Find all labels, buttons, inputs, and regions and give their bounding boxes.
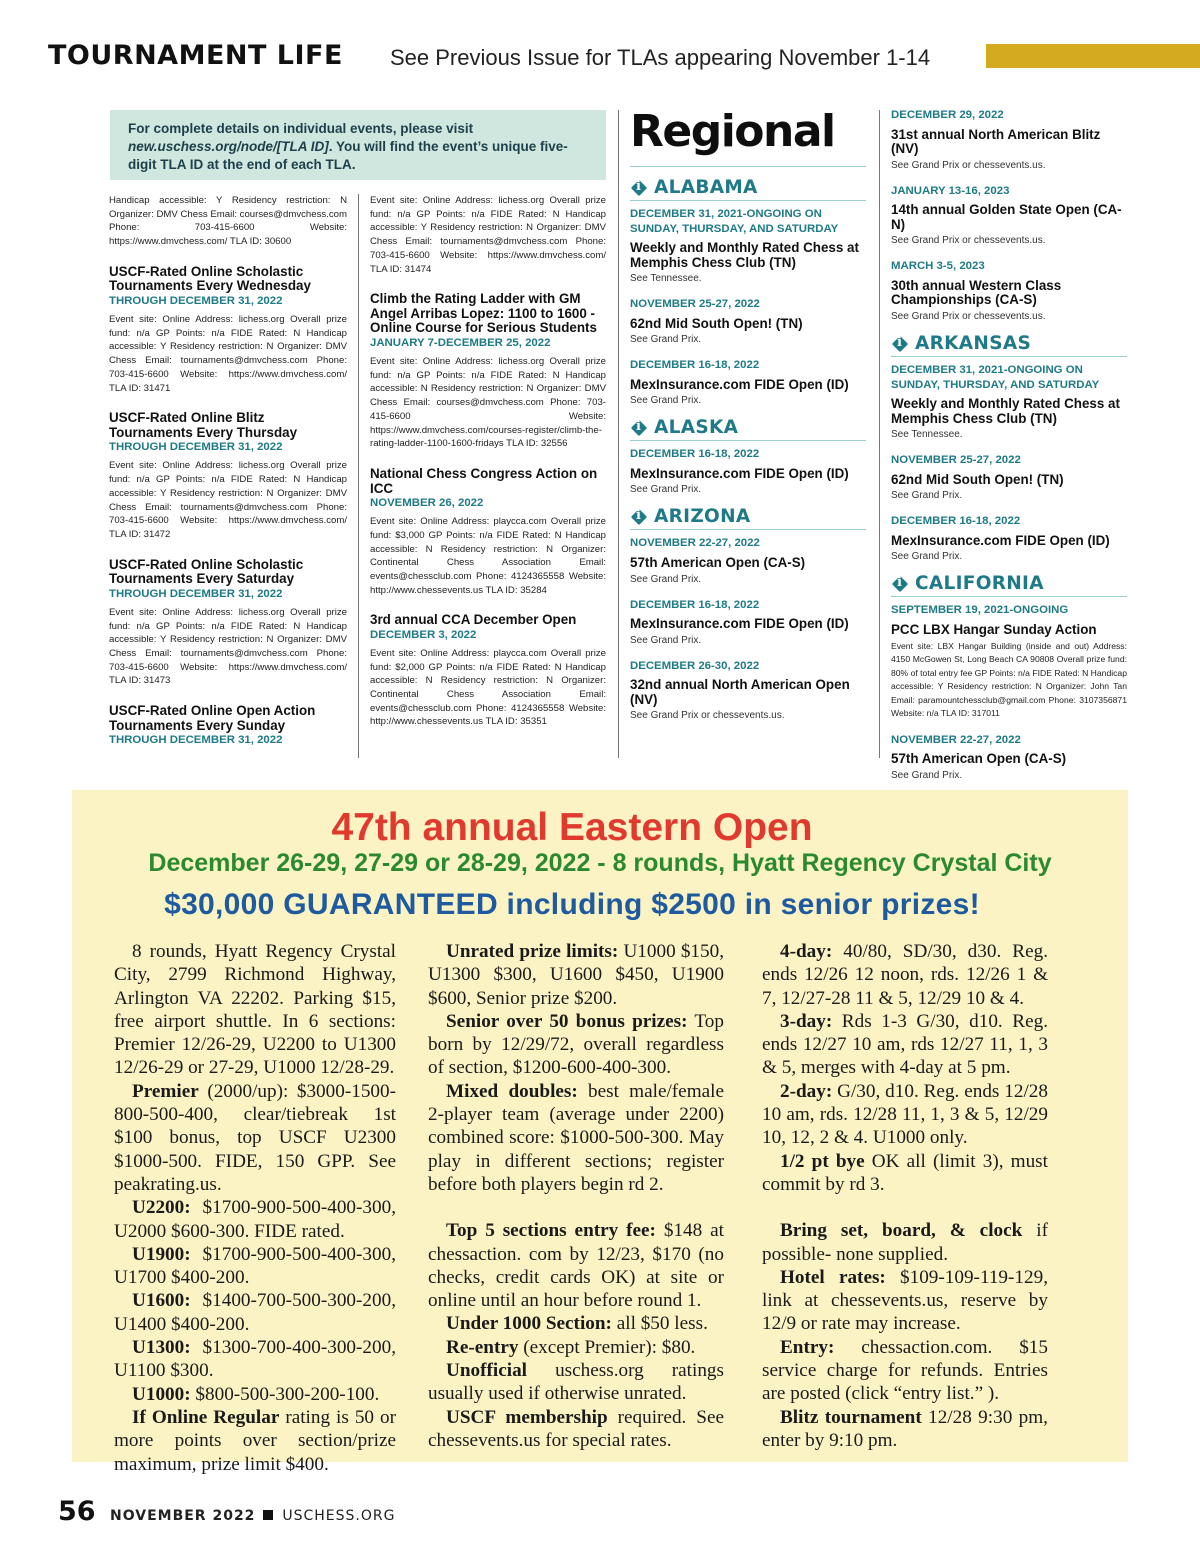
event-date: MARCH 3-5, 2023: [891, 260, 985, 273]
event-date: THROUGH DECEMBER 31, 2022: [109, 295, 283, 307]
state-heading: [630, 506, 866, 530]
ad-column-2: [428, 940, 724, 1452]
section-subtitle: See Previous Issue for TLAs appearing November 1-14: [390, 45, 931, 70]
ad-paragraph-text: Rds 1-3 G/30, d10. Reg. ends 12/27 10 am, rds 12/27 11, 1, 3 & 5, merges with 4-day at 5 pm.: [762, 1010, 1048, 1079]
event-date: DECEMBER 16-18, 2022: [630, 359, 760, 372]
info-text-post: . You will find the event’s unique five-digit TLA ID at the end of each TLA.: [128, 139, 568, 172]
ad-paragraph: [428, 1312, 724, 1335]
tla-details: Event site: Online Address: lichess.org Overall prize fund: n/a GP Points: n/a FIDE Rated: N Handicap accessible: Y Residency restriction: N Organizer: DMV Chess Email: tournaments@dmvchess.com Phone: 703-415-6600 Website: https://www.dmvchess.com/ TLA ID: 31474: [370, 195, 606, 275]
info-diamond-icon: [630, 179, 648, 197]
see-reference: See Grand Prix.: [630, 395, 702, 407]
state-heading: [630, 417, 866, 441]
ad-paragraph: [114, 1383, 396, 1406]
ad-column-1: [114, 940, 396, 1476]
ad-paragraph-text: $800-500-300-200-100.: [190, 1383, 380, 1405]
ad-paragraph: [114, 1080, 396, 1196]
see-reference: See Grand Prix or chessevents.us.: [891, 235, 1046, 247]
event-date: DECEMBER 31, 2021-ONGOING ON SUNDAY, THURSDAY, AND SATURDAY: [891, 364, 1100, 391]
ad-paragraph-lead: Under 1000 Section:: [446, 1313, 612, 1335]
ad-paragraph-text: $1700-900-500-400-300, U1700 $400-200.: [114, 1243, 396, 1289]
ad-paragraph-lead: Bring set, board, & clock: [780, 1220, 1023, 1242]
event-title: National Chess Congress Action on ICC: [370, 465, 598, 496]
event-date: NOVEMBER 22-27, 2022: [891, 733, 1021, 746]
event-title: MexInsurance.com FIDE Open (ID): [891, 532, 1110, 548]
ad-paragraph-text: $1400-700-500-300-200, U1400 $400-200.: [114, 1290, 396, 1335]
footer-text: [110, 1508, 395, 1524]
ad-paragraph-text: 12/28 9:30 pm, enter by 9:10 pm.: [762, 1406, 1048, 1451]
event-date: NOVEMBER 26, 2022: [370, 497, 484, 510]
ad-paragraph-text: (except Premier): $80.: [518, 1336, 696, 1358]
event-title: USCF-Rated Online Open Action Tournaments Every Sunday: [109, 703, 316, 733]
tla-event: [370, 292, 606, 451]
tla-event: [370, 467, 606, 597]
footer-issue: NOVEMBER 2022: [110, 1508, 256, 1524]
column-divider: [618, 110, 619, 758]
ad-paragraph: [428, 1406, 724, 1453]
ad-paragraph-lead: Top 5 sections entry fee:: [446, 1220, 656, 1242]
event-date: DECEMBER 29, 2022: [891, 109, 1004, 121]
ad-paragraph: [428, 1359, 724, 1406]
event-date: DECEMBER 31, 2021-ONGOING ON SUNDAY, THURSDAY, AND SATURDAY: [630, 208, 839, 235]
tla-column-1: [109, 194, 347, 752]
ad-guarantee: $30,000 GUARANTEED including $2500 in senior prizes!: [164, 888, 980, 921]
ad-paragraph: [762, 1219, 1048, 1266]
tla-event: [109, 411, 347, 541]
info-link[interactable]: new.uschess.org/node/[TLA ID]: [128, 139, 329, 154]
ad-paragraph: [762, 1336, 1048, 1406]
event-date: SEPTEMBER 19, 2021-ONGOING: [891, 604, 1069, 617]
ad-paragraph-lead: If Online Regular: [132, 1406, 280, 1428]
event-title: 57th American Open (CA-S): [891, 751, 1067, 767]
tla-details: Event site: Online Address: playcca.com Overall prize fund: $3,000 GP Points: n/a FIDE Rated: N Handicap accessible: N Residency restriction: N Organizer: Continental Chess Association Email: events@chessclub.com Phone: 4124365558 Website: http://www.chessevents.us TLA ID: 35284: [370, 516, 606, 596]
ad-paragraph: [114, 940, 396, 1080]
event-title: 57th American Open (CA-S): [630, 554, 806, 570]
state-name: CALIFORNIA: [915, 573, 1044, 595]
ad-paragraph: [762, 1406, 1048, 1453]
ad-paragraph-text: all $50 less.: [611, 1313, 708, 1335]
square-bullet-icon: [263, 1510, 273, 1520]
ad-paragraph-text: OK all (limit 3), must commit by rd 3.: [762, 1150, 1048, 1195]
tla-details: Event site: Online Address: lichess.org Overall prize fund: n/a GP Points: n/a FIDE Rated: N Handicap accessible: Y Residency restriction: N Organizer: DMV Chess Email: tournaments@dmvchess.com Phone: 703-415-6600 Website: https://www.dmvchess.com/ TLA ID: 31471: [109, 314, 347, 394]
event-title: Weekly and Monthly Rated Chess at Memphis Chess Club (TN): [891, 396, 1120, 426]
ad-paragraph: [428, 1219, 724, 1312]
state-heading: [891, 333, 1127, 357]
info-box: [110, 110, 606, 180]
ad-paragraph-lead: Hotel rates:: [780, 1266, 886, 1288]
event-date: JANUARY 7-DECEMBER 25, 2022: [370, 337, 551, 349]
info-diamond-icon: [891, 575, 909, 593]
page-header: [48, 40, 1200, 80]
ad-paragraph: [114, 1289, 396, 1336]
event-title: MexInsurance.com FIDE Open (ID): [630, 465, 849, 481]
event-title: USCF-Rated Online Scholastic Tournaments Every Wednesday: [109, 263, 311, 294]
event-title: 31st annual North American Blitz (NV): [891, 126, 1101, 157]
page-footer: [58, 1496, 396, 1527]
state-heading: [630, 177, 866, 201]
see-reference: See Grand Prix.: [891, 551, 963, 563]
ad-paragraph-lead: Entry:: [780, 1336, 835, 1358]
ad-paragraph-lead: 1/2 pt bye: [780, 1150, 865, 1172]
ad-paragraph: [762, 1150, 1048, 1197]
ad-paragraph-lead: Re-entry: [446, 1336, 519, 1358]
ad-paragraph-lead: Senior over 50 bonus prizes:: [446, 1010, 688, 1032]
ad-paragraph: [114, 1336, 396, 1383]
ad-paragraph-text: 40/80, SD/30, d30. Reg. ends 12/26 12 noon, rds. 12/26 1 & 7, 12/27-28 11 & 5, 12/29 10 & 4.: [762, 941, 1048, 1009]
event-date: DECEMBER 3, 2022: [370, 628, 477, 641]
section-title: TOURNAMENT LIFE: [48, 40, 343, 71]
ad-paragraph-text: if possible- none supplied.: [762, 1220, 1048, 1265]
ad-paragraph-lead: 3-day:: [780, 1010, 833, 1032]
see-reference: See Grand Prix or chessevents.us.: [630, 710, 785, 722]
ad-paragraph-text: Top born by 12/29/72, overall regardless of section, $1200-600-400-300.: [428, 1010, 724, 1079]
ad-paragraph-lead: U1300:: [132, 1337, 191, 1359]
tla-event: [109, 704, 347, 748]
header-accent-bar: [986, 44, 1200, 68]
event-date: DECEMBER 16-18, 2022: [891, 515, 1021, 528]
event-title: USCF-Rated Online Blitz Tournaments Every Thursday: [109, 410, 298, 440]
event-title: PCC LBX Hangar Sunday Action: [891, 621, 1097, 637]
state-name: ALASKA: [654, 417, 739, 439]
event-date: DECEMBER 26-30, 2022: [630, 659, 760, 672]
see-reference: See Grand Prix.: [630, 573, 702, 585]
tla-details: Event site: Online Address: lichess.org Overall prize fund: n/a GP Points: n/a FIDE Rated: N Handicap accessible: Y Residency restriction: N Organizer: DMV Chess Email: tournaments@dmvchess.com Phone: 703-415-6600 Website: https://www.dmvchess.com/ TLA ID: 31472: [109, 460, 347, 540]
see-reference: See Grand Prix.: [891, 769, 963, 781]
ad-paragraph-lead: USCF membership: [446, 1406, 608, 1428]
info-diamond-icon: [891, 335, 909, 353]
tla-details: Event site: LBX Hangar Building (inside and out) Address: 4150 McGowen St, Long Beach CA 90808 Overall prize fund: 80% of total entry fee GP Points: n/a FIDE Rated: N Handicap accessible: Y Residency restriction: N Organizer: John Tan Email: paramountchessclub@gmail.com Phone: 3107356871 Website: n/a TLA ID: 317011: [891, 640, 1127, 719]
ad-paragraph-lead: Blitz tournament: [780, 1406, 922, 1428]
see-reference: See Grand Prix.: [891, 490, 963, 502]
event-title: 14th annual Golden State Open (CA-N): [891, 202, 1122, 232]
regional-column-1: [630, 106, 866, 722]
tla-details: Event site: Online Address: lichess.org Overall prize fund: n/a GP Points: n/a FIDE Rated: N Handicap accessible: N Residency restriction: N Organizer: DMV Chess Email: courses@dmvchess.com Phone: 703-415-6600 Website: https://www.dmvchess.com/courses-register/climb-the-rating-ladder-1100-1600-fridays TLA ID: 32556: [370, 356, 606, 450]
ad-paragraph: [428, 1010, 724, 1080]
ad-paragraph: [762, 940, 1048, 1010]
ad-paragraph-lead: U1000:: [132, 1383, 191, 1405]
event-title: MexInsurance.com FIDE Open (ID): [630, 616, 849, 632]
ad-paragraph-text: best male/female 2-player team (average under 2200) combined score: $1000-500-300. May play in different sections; register before both players begin rd 2.: [428, 1080, 724, 1195]
tla-column-2: [370, 194, 606, 729]
ad-paragraph: [762, 1266, 1048, 1336]
ad-paragraph-lead: Mixed doubles:: [446, 1080, 578, 1102]
see-reference: See Tennessee.: [891, 429, 963, 441]
event-title: 30th annual Western Class Championships (CA-S): [891, 277, 1062, 308]
see-reference: See Grand Prix.: [630, 484, 702, 496]
ad-subtitle: December 26-29, 27-29 or 28-29, 2022 - 8 rounds, Hyatt Regency Crystal City: [148, 849, 1052, 877]
event-title: 3rd annual CCA December Open: [370, 612, 577, 628]
event-title: MexInsurance.com FIDE Open (ID): [630, 376, 849, 392]
ad-paragraph-text: $1300-700-400-300-200, U1100 $300.: [114, 1337, 396, 1382]
ad-paragraph-text: U1000 $150, U1300 $300, U1600 $450, U1900 $600, Senior prize $200.: [428, 941, 724, 1009]
tla-details: Event site: Online Address: playcca.com Overall prize fund: $2,000 GP Points: n/a FIDE Rated: N Handicap accessible: N Residency restriction: N Organizer: Continental Chess Association Email: events@chessclub.com Phone: 4124365558 Website: http://www.chessevents.us TLA ID: 35351: [370, 647, 606, 728]
state-heading: [891, 573, 1127, 597]
tla-event: [109, 558, 347, 688]
tla-event: [370, 613, 606, 729]
event-title: USCF-Rated Online Scholastic Tournaments Every Saturday: [109, 556, 304, 587]
ad-paragraph-lead: U1600:: [132, 1290, 191, 1312]
see-reference: See Grand Prix.: [630, 634, 702, 646]
ad-paragraph-lead: U2200:: [132, 1197, 191, 1219]
event-date: DECEMBER 16-18, 2022: [630, 598, 760, 611]
column-divider: [358, 194, 359, 758]
event-title: Weekly and Monthly Rated Chess at Memphis Chess Club (TN): [630, 240, 859, 270]
info-diamond-icon: [630, 419, 648, 437]
see-reference: See Grand Prix.: [630, 334, 702, 346]
tla-details: Handicap accessible: Y Residency restriction: N Organizer: DMV Chess Email: courses@dmvchess.com Phone: 703-415-6600 Website: https://www.dmvchess.com/ TLA ID: 30600: [109, 195, 347, 248]
event-date: THROUGH DECEMBER 31, 2022: [109, 441, 283, 454]
event-title: 62nd Mid South Open! (TN): [891, 471, 1064, 487]
event-title: 62nd Mid South Open! (TN): [630, 315, 803, 331]
ad-paragraph-text: $1700-900-500-400-300, U2000 $600-300. FIDE rated.: [114, 1197, 396, 1242]
state-name: ALABAMA: [654, 177, 758, 198]
ad-paragraph-text: uschess.org ratings usually used if otherwise unrated.: [428, 1360, 724, 1405]
ad-paragraph-text: $148 at chessaction. com by 12/23, $170 (no checks, credit cards OK) at site or online until an hour before round 1.: [428, 1220, 724, 1312]
ad-paragraph-text: chessaction.com. $15 service charge for refunds. Entries are posted (click “entry list.” ).: [762, 1336, 1048, 1405]
paragraph-gap: [428, 1196, 724, 1219]
ad-paragraph-text: (2000/up): $3000-1500-800-500-400, clear/tiebreak 1st $100 bonus, top USCF U2300 $1000-500. FIDE, 150 GPP. See peakrating.us.: [114, 1080, 396, 1195]
info-text-pre: For complete details on individual events, please visit: [128, 121, 474, 136]
ad-paragraph-lead: 2-day:: [780, 1080, 833, 1102]
state-name: ARIZONA: [654, 506, 751, 528]
see-reference: See Grand Prix or chessevents.us.: [891, 311, 1046, 323]
tla-details: Event site: Online Address: lichess.org Overall prize fund: n/a GP Points: n/a FIDE Rated: N Handicap accessible: Y Residency restriction: N Organizer: DMV Chess Email: tournaments@dmvchess.com Phone: 703-415-6600 Website: https://www.dmvchess.com/ TLA ID: 31473: [109, 606, 347, 687]
event-date: THROUGH DECEMBER 31, 2022: [109, 587, 283, 600]
event-date: JANUARY 13-16, 2023: [891, 184, 1010, 197]
footer-site: USCHESS.ORG: [282, 1508, 396, 1524]
eastern-open-ad: [72, 790, 1128, 1475]
event-title: Climb the Rating Ladder with GM Angel Arribas Lopez: 1100 to 1600 - Online Course for Serious Students: [370, 291, 597, 336]
ad-paragraph-lead: U1900:: [132, 1243, 191, 1265]
regional-column-2: [891, 108, 1127, 782]
ad-column-3: [762, 940, 1048, 1452]
ad-paragraph-text: $109-109-119-129, link at chessevents.us, reserve by 12/9 or rate may increase.: [762, 1266, 1048, 1335]
ad-paragraph-text: rating is 50 or more points over section/prize maximum, prize limit $400.: [114, 1406, 396, 1475]
ad-paragraph: [114, 1196, 396, 1243]
event-date: NOVEMBER 25-27, 2022: [891, 454, 1021, 467]
event-date: THROUGH DECEMBER 31, 2022: [109, 734, 283, 747]
ad-paragraph: [114, 1406, 396, 1476]
ad-paragraph: [428, 1080, 724, 1196]
paragraph-gap: [762, 1196, 1048, 1219]
tla-event: [109, 265, 347, 395]
ad-paragraph-lead: Unofficial: [446, 1360, 528, 1382]
event-date: NOVEMBER 25-27, 2022: [630, 298, 760, 311]
ad-paragraph-text: required. See chessevents.us for special rates.: [428, 1406, 724, 1451]
ad-paragraph-text: 8 rounds, Hyatt Regency Crystal City, 2799 Richmond Highway, Arlington VA 22202. Parking $15, free airport shuttle. In 6 sections: Premier 12/26-29, U2200 to U1300 12/26-29 or 27-29, U1000 12/28-29.: [114, 941, 396, 1079]
regional-heading: Regional: [630, 106, 866, 167]
event-title: 32nd annual North American Open (NV): [630, 677, 850, 707]
ad-paragraph-text: G/30, d10. Reg. ends 12/28 10 am, rds. 12/28 11, 1, 3 & 5, 12/29 10, 12, 2 & 4. U1000 only.: [762, 1080, 1048, 1149]
ad-title: 47th annual Eastern Open: [331, 806, 813, 849]
ad-paragraph: [762, 1010, 1048, 1080]
event-date: DECEMBER 16-18, 2022: [630, 448, 760, 461]
ad-paragraph: [114, 1243, 396, 1290]
ad-paragraph-lead: 4-day:: [780, 941, 833, 962]
ad-paragraph-lead: Unrated prize limits:: [446, 941, 619, 962]
ad-paragraph: [762, 1080, 1048, 1150]
event-date: NOVEMBER 22-27, 2022: [630, 537, 760, 550]
ad-paragraph: [428, 940, 724, 1010]
state-name: ARKANSAS: [915, 333, 1032, 355]
column-divider: [879, 110, 880, 758]
ad-paragraph-lead: Premier: [132, 1080, 199, 1102]
info-diamond-icon: [630, 508, 648, 526]
see-reference: See Grand Prix or chessevents.us.: [891, 159, 1046, 171]
ad-paragraph: [428, 1336, 724, 1359]
see-reference: See Tennessee.: [630, 273, 702, 285]
page-number: 56: [58, 1496, 96, 1527]
